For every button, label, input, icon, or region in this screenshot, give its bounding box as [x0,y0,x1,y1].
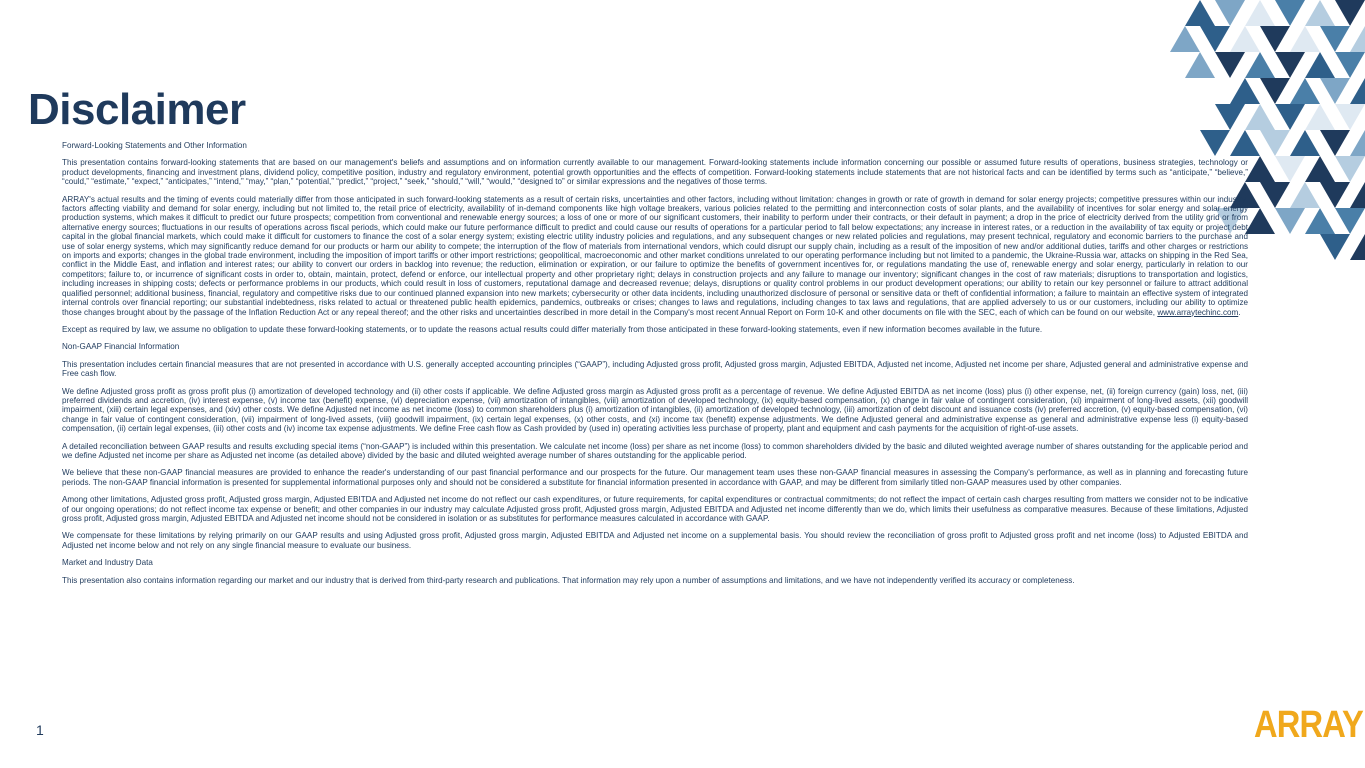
paragraph [62,195,1248,317]
decor-triangle [1350,182,1365,208]
decor-triangle [1200,26,1230,52]
paragraph: A detailed reconciliation between GAAP results and results excluding special items (“non-GAAP”) is included within this presentation. We calculate net income (loss) per share as net income (loss) to common shareholders divided by the basic and diluted weighted average number of shares outstanding for the applicable period and we define Adjusted net income per share as Adjusted net income (as detailed above) divided by the basic and diluted weighted average number of shares outstanding for the applicable period. [62,441,1248,460]
decor-triangle [1260,78,1290,104]
decor-triangle [1245,208,1275,234]
decor-triangle [1335,104,1365,130]
page-title: Disclaimer [28,85,246,134]
decor-triangle [1320,26,1350,52]
decor-triangle [1290,26,1320,52]
decor-triangle [1350,234,1365,260]
decor-triangle [1335,52,1365,78]
decor-triangle [1290,130,1320,156]
section-heading: Market and Industry Data [62,558,153,568]
disclaimer-body [62,141,1248,593]
decor-triangle [1245,52,1275,78]
decor-triangle [1335,156,1365,182]
website-link[interactable]: www.arraytechinc.com [1157,307,1239,317]
decor-triangle [1230,26,1260,52]
decor-triangle [1275,208,1305,234]
paragraph: We believe that these non-GAAP financial measures are provided to enhance the reader's understanding of our past financial performance and our prospects for the future. Our management team uses these non-GAAP financial measures in assessing the Company's performance, as well as in planning and forecasting future periods. The non-GAAP financial information is presented for supplemental informational purposes only and should not be considered a substitute for financial information presented in accordance with GAAP, and may be different from similarly titled non-GAAP measures used by other companies. [62,468,1248,487]
decor-triangle [1290,78,1320,104]
section-heading: Forward-Looking Statements and Other Information [62,141,247,150]
decor-triangle [1260,182,1290,208]
decor-triangle [1275,156,1305,182]
paragraph: This presentation also contains information regarding our market and our industry that is derived from third-party research and publications. That information may rely upon a number of assumptions and limitations, and we have not independently verified its accuracy or completeness. [62,575,1075,585]
decor-triangle [1260,26,1290,52]
decor-triangle [1185,0,1215,26]
paragraph-text: ARRAY's actual results and the timing of events could materially differ from those anticipated in such forward-looking statements as a result of certain risks, uncertainties and other factors, including without limitation: changes in growth or rate of growth in demand for solar energy projects; competitive pressures within our industry; factors affecting viability and demand for solar energy, including but not limited to, the retail price of electricity, availability of in-demand components like high voltage breakers, various policies related to the permitting and interconnection costs of solar plants, and the availability of incentives for solar energy and solar energy production systems, which makes it difficult to predict our future prospects; competition from conventional and renewable energy sources; a loss of one or more of our significant customers, their inability to perform under their contracts, or their default in payment; a drop in the price of electricity derived from the utility grid or from alternative energy sources; fluctuations in our results of operations across fiscal periods, which could make our future performance difficult to predict and could cause our results of operations for a particular period to fall below expectations; any increase in interest rates, or a reduction in the availability of tax equity or project debt capital in the global financial markets, which could make it difficult for customers to finance the cost of a solar energy system; existing electric utility industry policies and regulations, and any subsequent changes or new related policies and regulations, may present technical, regulatory and economic barriers to the purchase and use of solar energy systems, which may significantly reduce demand for our products or harm our ability to compete; the interruption of the flow of materials from international vendors, which could disrupt our supply chain, including as a result of the imposition of new and/or additional duties, tariffs and other charges or restrictions on imports and exports; changes in the global trade environment, including the imposition of import tariffs or other import restrictions; geopolitical, macroeconomic and other market conditions unrelated to our operating performance including but not limited to a pandemic, the Ukraine-Russia war, attacks on shipping in the Red Sea, conflict in the Middle East, and inflation and interest rates; our ability to convert our orders in backlog into revenue; the reduction, elimination or expiration, or our failure to optimize the benefits of government incentives for, or regulations mandating the use of, renewable energy and solar energy, particularly in relation to our competitors; failure to, or incurrence of significant costs in order to, obtain, maintain, protect, defend or enforce, our intellectual property and other proprietary right; delays in construction projects and any failure to manage our inventory; significant changes in the cost of raw materials; disruptions to transportation and logistics, including increases in shipping costs; defects or performance problems in our products, which could result in loss of customers, reputational damage and decreased revenue; delays, disruptions or quality control problems in our product development operations; our ability to retain our key personnel or failure to attract additional qualified personnel; additional business, financial, regulatory and competitive risks due to our continued planned expansion into new markets; cybersecurity or other data incidents, including unauthorized disclosure of personal or sensitive data or theft of confidential information; a failure to maintain an effective system of integrated internal controls over financial reporting; our substantial indebtedness, risks related to actual or threatened public health epidemics, pandemics, outbreaks or crises; changes to laws and regulations, including changes to tax laws and regulations, that are applied adversely to us or our customers, including our ability to optimize those changes brought about by the passage of the Inflation Reduction Act or any repeal thereof; and the other risks and uncertainties described in more detail in the Company's most recent Annual Report on Form 10-K and other documents on file with the SEC, each of which can be found on our website, [62,194,1248,317]
decor-triangle [1320,130,1350,156]
page-number: 1 [36,722,44,738]
decor-triangle [1260,130,1290,156]
paragraph: This presentation contains forward-looking statements that are based on our management's beliefs and assumptions and on information currently available to our management. Forward-looking statements include information concerning our possible or assumed future results of operations, business strategies, technology or product developments, financing and investment plans, dividend policy, competitive position, industry and regulatory environment, potential growth opportunities and the effects of competition. Forward-looking statements include statements that are not historical facts and can be identified by terms such as “anticipate,” “believe,” “could,” “estimate,” “expect,” “anticipates,” “intend,” “may,” “plan,” “potential,” “predict,” “project,” “seek,” “should,” “will,” “would,” “designed to” or similar expressions and the negatives of those terms. [62,158,1248,187]
paragraph-end: . [1238,307,1241,317]
decor-triangle [1320,78,1350,104]
decor-triangle [1185,52,1215,78]
decor-triangle [1350,130,1365,156]
decor-triangle [1245,156,1275,182]
decor-triangle [1245,0,1275,26]
section-heading: Non-GAAP Financial Information [62,342,180,352]
decor-triangle [1290,182,1320,208]
decor-triangle [1305,104,1335,130]
decor-triangle [1245,104,1275,130]
paragraph: We define Adjusted gross profit as gross profit plus (i) amortization of developed technology and (ii) other costs if applicable. We define Adjusted gross margin as Adjusted gross profit as a percentage of revenue. We define Adjusted EBITDA as net income (loss) plus (i) other expense, net, (ii) foreign currency (gain) loss, net, (iii) preferred dividends and accretion, (iv) interest expense, (v) income tax (benefit) expense, (vi) depreciation expense, (vii) amortization of intangibles, (viii) amortization of developed technology, (ix) equity-based compensation, (x) change in fair value of contingent consideration, (xi) impairment of long-lived assets, (xii) goodwill impairment, (xiii) certain legal expenses, and (xiv) other costs. We define Adjusted net income as net income (loss) to common shareholders plus (i) amortization of intangibles, (ii) amortization of developed technology, (iii) amortization of debt discount and issuance costs (iv) preferred accretion, (v) equity-based compensation, (vi) change in fair value of contingent consideration, (vii) impairment of long-lived assets, (viii) goodwill impairment, (ix) certain legal expenses, (x) other costs, and (xi) income tax (benefit) expense adjustments. We define Adjusted general and administrative expense as general and administrative expense less (i) equity-based compensation, (ii) certain legal expenses, (iii) other costs and (iv) income tax expense adjustments. We define Free cash flow as Cash provided by (used in) operating activities less purchase of property, plant and equipment and cash payments for the acquisition of right-of-use assets. [62,386,1248,434]
decor-triangle [1275,0,1305,26]
array-logo: ARRAY [1254,704,1363,746]
decor-triangle [1275,52,1305,78]
decor-triangle [1275,104,1305,130]
decor-triangle [1320,182,1350,208]
decor-triangle [1335,208,1365,234]
decor-triangle [1305,156,1335,182]
paragraph: Except as required by law, we assume no obligation to update these forward-looking statements, or to update the reasons actual results could differ materially from those anticipated in these forward-looking statements, even if new information becomes available in the future. [62,324,1043,334]
decor-triangle [1215,52,1245,78]
decor-triangle [1305,0,1335,26]
decor-triangle [1320,234,1350,260]
decor-triangle [1305,208,1335,234]
decor-triangle [1335,0,1365,26]
decor-triangle [1215,104,1245,130]
decor-triangle [1170,26,1200,52]
paragraph: We compensate for these limitations by relying primarily on our GAAP results and using Adjusted gross profit, Adjusted gross margin, Adjusted EBITDA and Adjusted net income on a supplemental basis. You should review the reconciliation of gross profit to Adjusted gross profit and net income (loss) to Adjusted EBITDA and Adjusted net income below and not rely on any single financial measure to evaluate our business. [62,531,1248,550]
decor-triangle [1350,78,1365,104]
decor-triangle [1305,52,1335,78]
decor-triangle [1350,26,1365,52]
decor-triangle [1230,78,1260,104]
paragraph: This presentation includes certain financial measures that are not presented in accordance with U.S. generally accepted accounting principles (“GAAP”), including Adjusted gross profit, Adjusted gross margin, Adjusted EBITDA, Adjusted net income, Adjusted net income per share, Adjusted general and administrative expense and Free cash flow. [62,359,1248,379]
decor-triangle [1215,0,1245,26]
paragraph: Among other limitations, Adjusted gross profit, Adjusted gross margin, Adjusted EBITDA and Adjusted net income do not reflect our cash expenditures, or future requirements, for capital expenditures or contractual commitments; do not reflect the impact of certain cash charges resulting from matters we consider not to be indicative of our ongoing operations; do not reflect income tax expense or benefit; and other companies in our industry may calculate Adjusted gross profit, Adjusted gross margin, Adjusted EBITDA and Adjusted net income differently than we do, which limits their usefulness as comparative measures. Because of these limitations, Adjusted gross profit, Adjusted gross margin, Adjusted EBITDA and Adjusted net income should not be considered in isolation or as substitutes for performance measures calculated in accordance with GAAP. [62,495,1248,523]
